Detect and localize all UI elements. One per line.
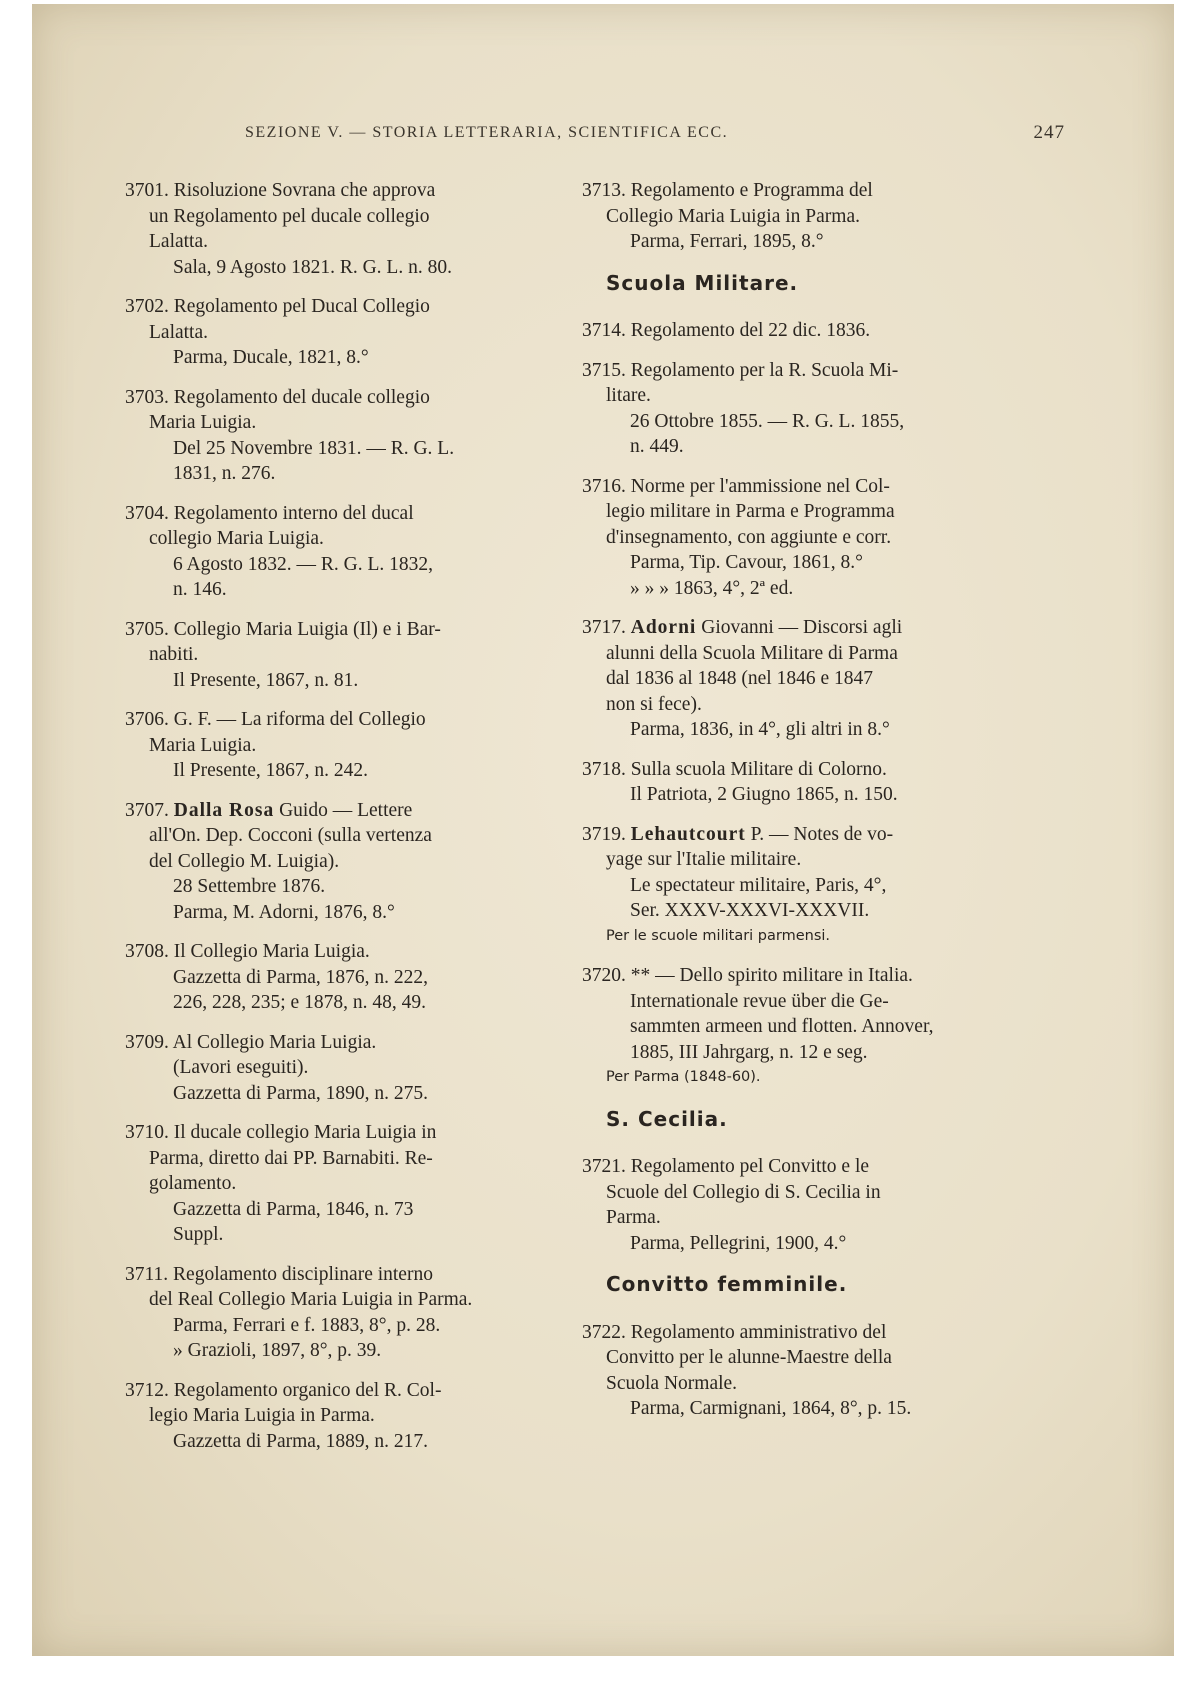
entry-title-line bbox=[582, 615, 1022, 641]
section-heading-scuola-militare: Scuola Militare. bbox=[606, 270, 799, 295]
entry-continuation-line: litare. bbox=[606, 385, 651, 406]
entry-continuation-line: Parma, diretto dai PP. Barnabiti. Re- bbox=[149, 1147, 433, 1169]
entry-imprint-line: 28 Settembre 1876. bbox=[173, 876, 326, 897]
entry-imprint-line: Parma, 1836, in 4°, gli altri in 8.° bbox=[630, 719, 890, 740]
bibliography-entry bbox=[582, 822, 1022, 950]
entry-imprint-line: Il Presente, 1867, n. 242. bbox=[173, 760, 368, 781]
entry-imprint-line: Internationale revue über die Ge- bbox=[630, 990, 889, 1012]
entry-imprint-line: Parma, M. Adorni, 1876, 8.° bbox=[173, 901, 395, 923]
bibliography-entry bbox=[125, 178, 565, 280]
section-heading-s-cecilia: S. Cecilia. bbox=[606, 1106, 728, 1131]
entry-imprint-line: sammten armeen und flotten. Annover, bbox=[630, 1016, 934, 1037]
bibliography-entry bbox=[582, 474, 1022, 602]
entry-continuation-line: Lalatta. bbox=[149, 231, 209, 252]
entry-imprint-line: 6 Agosto 1832. — R. G. L. 1832, bbox=[173, 553, 434, 575]
entries-group-b bbox=[582, 318, 1022, 1091]
entry-continuation-line: Lalatta. bbox=[149, 321, 209, 343]
entry-continuation-line: golamento. bbox=[149, 1173, 237, 1194]
entry-title-line: 3710. Il ducale collegio Maria Luigia in bbox=[125, 1122, 437, 1143]
entry-imprint-line: Sala, 9 Agosto 1821. R. G. L. n. 80. bbox=[173, 256, 452, 278]
bibliography-entry bbox=[125, 1120, 565, 1248]
bibliography-entry bbox=[125, 1378, 565, 1455]
entry-continuation-line: del Collegio M. Luigia). bbox=[149, 850, 340, 872]
bibliography-entry bbox=[125, 501, 565, 603]
entry-title-line: 3718. Sulla scuola Militare di Colorno. bbox=[582, 758, 887, 780]
entry-continuation-line: Scuola Normale. bbox=[606, 1372, 738, 1394]
entry-continuation-line: non si fece). bbox=[606, 693, 702, 715]
entry-imprint-line: n. 146. bbox=[173, 579, 227, 600]
entry-imprint-line: Parma, Carmignani, 1864, 8°, p. 15. bbox=[630, 1398, 912, 1419]
entry-title-line: 3713. Regolamento e Programma del bbox=[582, 180, 873, 201]
entry-title-line: 3711. Regolamento disciplinare interno bbox=[125, 1263, 433, 1285]
entry-imprint-line: 1831, n. 276. bbox=[173, 463, 276, 484]
entry-imprint-line: » » » 1863, 4°, 2ª ed. bbox=[630, 577, 794, 599]
entry-continuation-line: dal 1836 al 1848 (nel 1846 e 1847 bbox=[606, 668, 873, 689]
entry-title-line bbox=[582, 822, 1022, 848]
entry-title-line: 3720. ** — Dello spirito militare in Italia. bbox=[582, 965, 913, 986]
entry-continuation-line: Convitto per le alunne-Maestre della bbox=[606, 1347, 892, 1368]
entry-imprint-line: Ser. XXXV-XXXVI-XXXVII. bbox=[630, 900, 870, 921]
entry-continuation-line: Maria Luigia. bbox=[149, 734, 257, 756]
entry-continuation-line: d'insegnamento, con aggiunte e corr. bbox=[606, 526, 892, 548]
entries-group-a bbox=[582, 178, 1022, 255]
entry-imprint-line: 226, 228, 235; e 1878, n. 48, 49. bbox=[173, 992, 426, 1013]
entry-continuation-line: yage sur l'Italie militaire. bbox=[606, 849, 802, 870]
entry-imprint-line: 26 Ottobre 1855. — R. G. L. 1855, bbox=[630, 410, 905, 432]
entry-imprint-line: Parma, Pellegrini, 1900, 4.° bbox=[630, 1232, 847, 1254]
entry-imprint-line: Il Patriota, 2 Giugno 1865, n. 150. bbox=[630, 784, 898, 805]
entry-author: Adorni bbox=[630, 617, 697, 638]
entry-continuation-line: collegio Maria Luigia. bbox=[149, 528, 324, 549]
entry-imprint-line: Gazzetta di Parma, 1876, n. 222, bbox=[173, 966, 429, 988]
entry-imprint-line: Parma, Ferrari e f. 1883, 8°, p. 28. bbox=[173, 1314, 441, 1336]
left-column bbox=[125, 178, 565, 1468]
bibliography-entry bbox=[582, 358, 1022, 460]
entry-note: Per Parma (1848-60). bbox=[606, 1069, 761, 1085]
section-heading-convitto-femminile: Convitto femminile. bbox=[606, 1272, 848, 1296]
entry-note: Per le scuole militari parmensi. bbox=[606, 927, 831, 944]
entry-imprint-line: Le spectateur militaire, Paris, 4°, bbox=[630, 874, 887, 896]
entry-continuation-line: del Real Collegio Maria Luigia in Parma. bbox=[149, 1289, 473, 1310]
entry-imprint-line: Parma, Ferrari, 1895, 8.° bbox=[630, 231, 824, 252]
entry-title-line: 3712. Regolamento organico del R. Col- bbox=[125, 1379, 442, 1401]
bibliography-entry bbox=[125, 939, 565, 1016]
entry-title-line: 3706. G. F. — La riforma del Collegio bbox=[125, 709, 426, 730]
entry-imprint-line: Suppl. bbox=[173, 1224, 224, 1245]
entry-author: Lehautcourt bbox=[630, 823, 746, 845]
entry-continuation-line: legio militare in Parma e Programma bbox=[606, 501, 895, 522]
entry-title-line: 3715. Regolamento per la R. Scuola Mi- bbox=[582, 359, 899, 381]
bibliography-entry bbox=[582, 963, 1022, 1091]
entry-imprint-line: Parma, Ducale, 1821, 8.° bbox=[173, 347, 369, 368]
entry-imprint-line: n. 449. bbox=[630, 436, 684, 457]
bibliography-entry bbox=[582, 1154, 1022, 1256]
bibliography-entry bbox=[125, 707, 565, 784]
entry-imprint-line: Gazzetta di Parma, 1890, n. 275. bbox=[173, 1082, 429, 1104]
entry-title-line: 3709. Al Collegio Maria Luigia. bbox=[125, 1031, 377, 1053]
entry-title-line bbox=[125, 798, 565, 824]
entry-imprint-line: 1885, III Jahrgarg, n. 12 e seg. bbox=[630, 1041, 868, 1063]
entry-continuation-line: alunni della Scuola Militare di Parma bbox=[606, 642, 898, 664]
entry-continuation-line: un Regolamento pel ducale collegio bbox=[149, 205, 430, 227]
entry-continuation-line: Scuole del Collegio di S. Cecilia in bbox=[606, 1181, 881, 1203]
right-column bbox=[582, 178, 1022, 1436]
entries-group-c bbox=[582, 1154, 1022, 1256]
entry-imprint-line: » Grazioli, 1897, 8°, p. 39. bbox=[173, 1340, 382, 1361]
entry-continuation-line: nabiti. bbox=[149, 644, 199, 665]
entry-text: Guido — Lettere bbox=[274, 799, 413, 821]
entry-text: P. — Notes de vo- bbox=[745, 823, 894, 845]
bibliography-entry bbox=[125, 1030, 565, 1107]
entry-imprint-line: Del 25 Novembre 1831. — R. G. L. bbox=[173, 437, 455, 459]
entry-title-line: 3702. Regolamento pel Ducal Collegio bbox=[125, 296, 430, 317]
entry-title-line: 3721. Regolamento pel Convitto e le bbox=[582, 1156, 870, 1177]
entry-author: Dalla Rosa bbox=[173, 799, 275, 821]
entry-continuation-line: all'On. Dep. Cocconi (sulla vertenza bbox=[149, 825, 432, 846]
entry-text: Giovanni — Discorsi agli bbox=[696, 617, 903, 638]
entry-imprint-line: (Lavori eseguiti). bbox=[173, 1057, 309, 1078]
entry-title-line: 3705. Collegio Maria Luigia (Il) e i Bar- bbox=[125, 618, 441, 640]
entry-continuation-line: legio Maria Luigia in Parma. bbox=[149, 1405, 375, 1426]
bibliography-entry bbox=[582, 615, 1022, 743]
bibliography-entry bbox=[125, 617, 565, 694]
bibliography-entry bbox=[582, 757, 1022, 808]
entry-title-line: 3708. Il Collegio Maria Luigia. bbox=[125, 941, 370, 962]
page-number: 247 bbox=[1033, 122, 1065, 143]
entries-group-d bbox=[582, 1320, 1022, 1422]
bibliography-entry bbox=[125, 798, 565, 926]
entry-continuation-line: Parma. bbox=[606, 1207, 661, 1228]
bibliography-entry bbox=[582, 1320, 1022, 1422]
entry-number: 3707. bbox=[125, 799, 174, 821]
bibliography-entry bbox=[125, 1262, 565, 1364]
entry-title-line: 3722. Regolamento amministrativo del bbox=[582, 1321, 887, 1343]
entry-title-line: 3716. Norme per l'ammissione nel Col- bbox=[582, 475, 890, 497]
entry-continuation-line: Maria Luigia. bbox=[149, 412, 257, 433]
bibliography-entry bbox=[125, 294, 565, 371]
entry-number: 3719. bbox=[582, 823, 631, 845]
entry-title-line: 3701. Risoluzione Sovrana che approva bbox=[125, 180, 436, 201]
entry-title-line: 3703. Regolamento del ducale collegio bbox=[125, 386, 430, 408]
entry-title-line: 3704. Regolamento interno del ducal bbox=[125, 502, 414, 524]
entry-title-line: 3714. Regolamento del 22 dic. 1836. bbox=[582, 320, 871, 341]
entry-imprint-line: Parma, Tip. Cavour, 1861, 8.° bbox=[630, 552, 863, 573]
entry-number: 3717. bbox=[582, 617, 631, 638]
entry-imprint-line: Gazzetta di Parma, 1846, n. 73 bbox=[173, 1198, 414, 1220]
bibliography-entry bbox=[125, 385, 565, 487]
entry-continuation-line: Collegio Maria Luigia in Parma. bbox=[606, 205, 860, 227]
bibliography-entry bbox=[582, 178, 1022, 255]
entry-imprint-line: Il Presente, 1867, n. 81. bbox=[173, 669, 359, 691]
entry-imprint-line: Gazzetta di Parma, 1889, n. 217. bbox=[173, 1430, 429, 1452]
bibliography-entry bbox=[582, 318, 1022, 344]
running-header bbox=[245, 124, 1065, 142]
header-title: SEZIONE V. — STORIA LETTERARIA, SCIENTIFICA ECC. bbox=[245, 124, 729, 141]
